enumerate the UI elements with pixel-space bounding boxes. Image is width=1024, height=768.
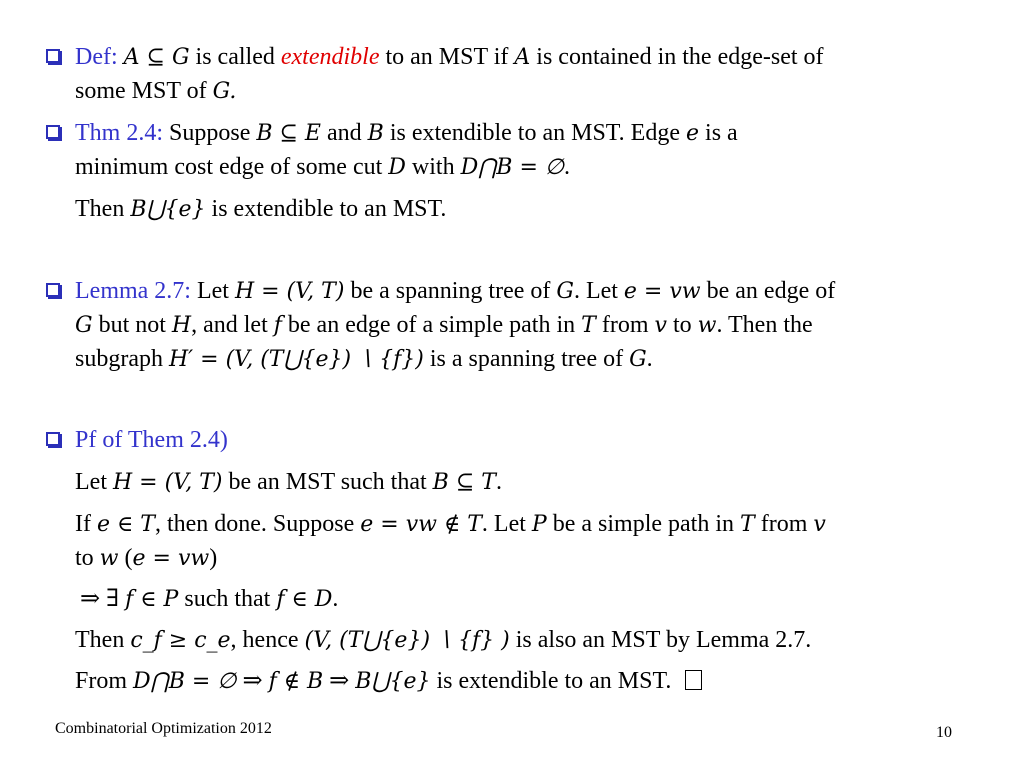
proof-line-6: From D⋂B = ∅ ⇒ f ∉ B ⇒ B⋃{e} is extendible to an MST. xyxy=(75,666,702,697)
lemma-line-2: G but not H, and let f be an edge of a simple path in T from v to w. Then the xyxy=(75,312,813,338)
def-line-2: some MST of G. xyxy=(75,78,237,104)
bullet-def xyxy=(46,49,60,63)
footer-course-title: Combinatorial Optimization 2012 xyxy=(55,720,272,737)
bullet-proof xyxy=(46,432,60,446)
thm-line-3: Then B⋃{e} is extendible to an MST. xyxy=(75,196,447,222)
thm-line-1: Thm 2.4: Suppose B ⊆ E and B is extendible to an MST. Edge e is a xyxy=(75,120,738,146)
proof-label: Pf of Them 2.4) xyxy=(75,427,228,453)
thm-line-2: minimum cost edge of some cut D with D⋂B = ∅. xyxy=(75,154,571,180)
qed-box-icon xyxy=(685,670,702,690)
bullet-lemma xyxy=(46,283,60,297)
def-line-1: Def: A ⊆ G is called extendible to an MST if A is contained in the edge-set of xyxy=(75,44,824,70)
footer-page-number: 10 xyxy=(936,724,952,741)
lemma-label: Lemma 2.7: xyxy=(75,278,191,304)
proof-line-5: Then c_f ≥ c_e, hence (V, (T⋃{e}) ∖ {f} ) is also an MST by Lemma 2.7. xyxy=(75,627,812,653)
proof-label-line xyxy=(75,425,228,455)
lemma-line-1: Lemma 2.7: Let H = (V, T) be a spanning tree of G. Let e = vw be an edge of xyxy=(75,278,836,304)
thm-label: Thm 2.4: xyxy=(75,120,163,146)
term-extendible: extendible xyxy=(280,44,380,70)
proof-line-2: If e ∈ T, then done. Suppose e = vw ∉ T. Let P be a simple path in T from v xyxy=(75,511,826,537)
bullet-thm xyxy=(46,125,60,139)
proof-line-4: ⇒ ∃ f ∈ P such that f ∈ D. xyxy=(80,586,339,612)
lemma-line-3: subgraph H′ = (V, (T⋃{e}) ∖ {f}) is a spanning tree of G. xyxy=(75,346,653,372)
proof-line-1: Let H = (V, T) be an MST such that B ⊆ T. xyxy=(75,469,502,495)
proof-line-3: to w (e = vw) xyxy=(75,545,218,571)
def-label: Def: xyxy=(75,44,118,70)
